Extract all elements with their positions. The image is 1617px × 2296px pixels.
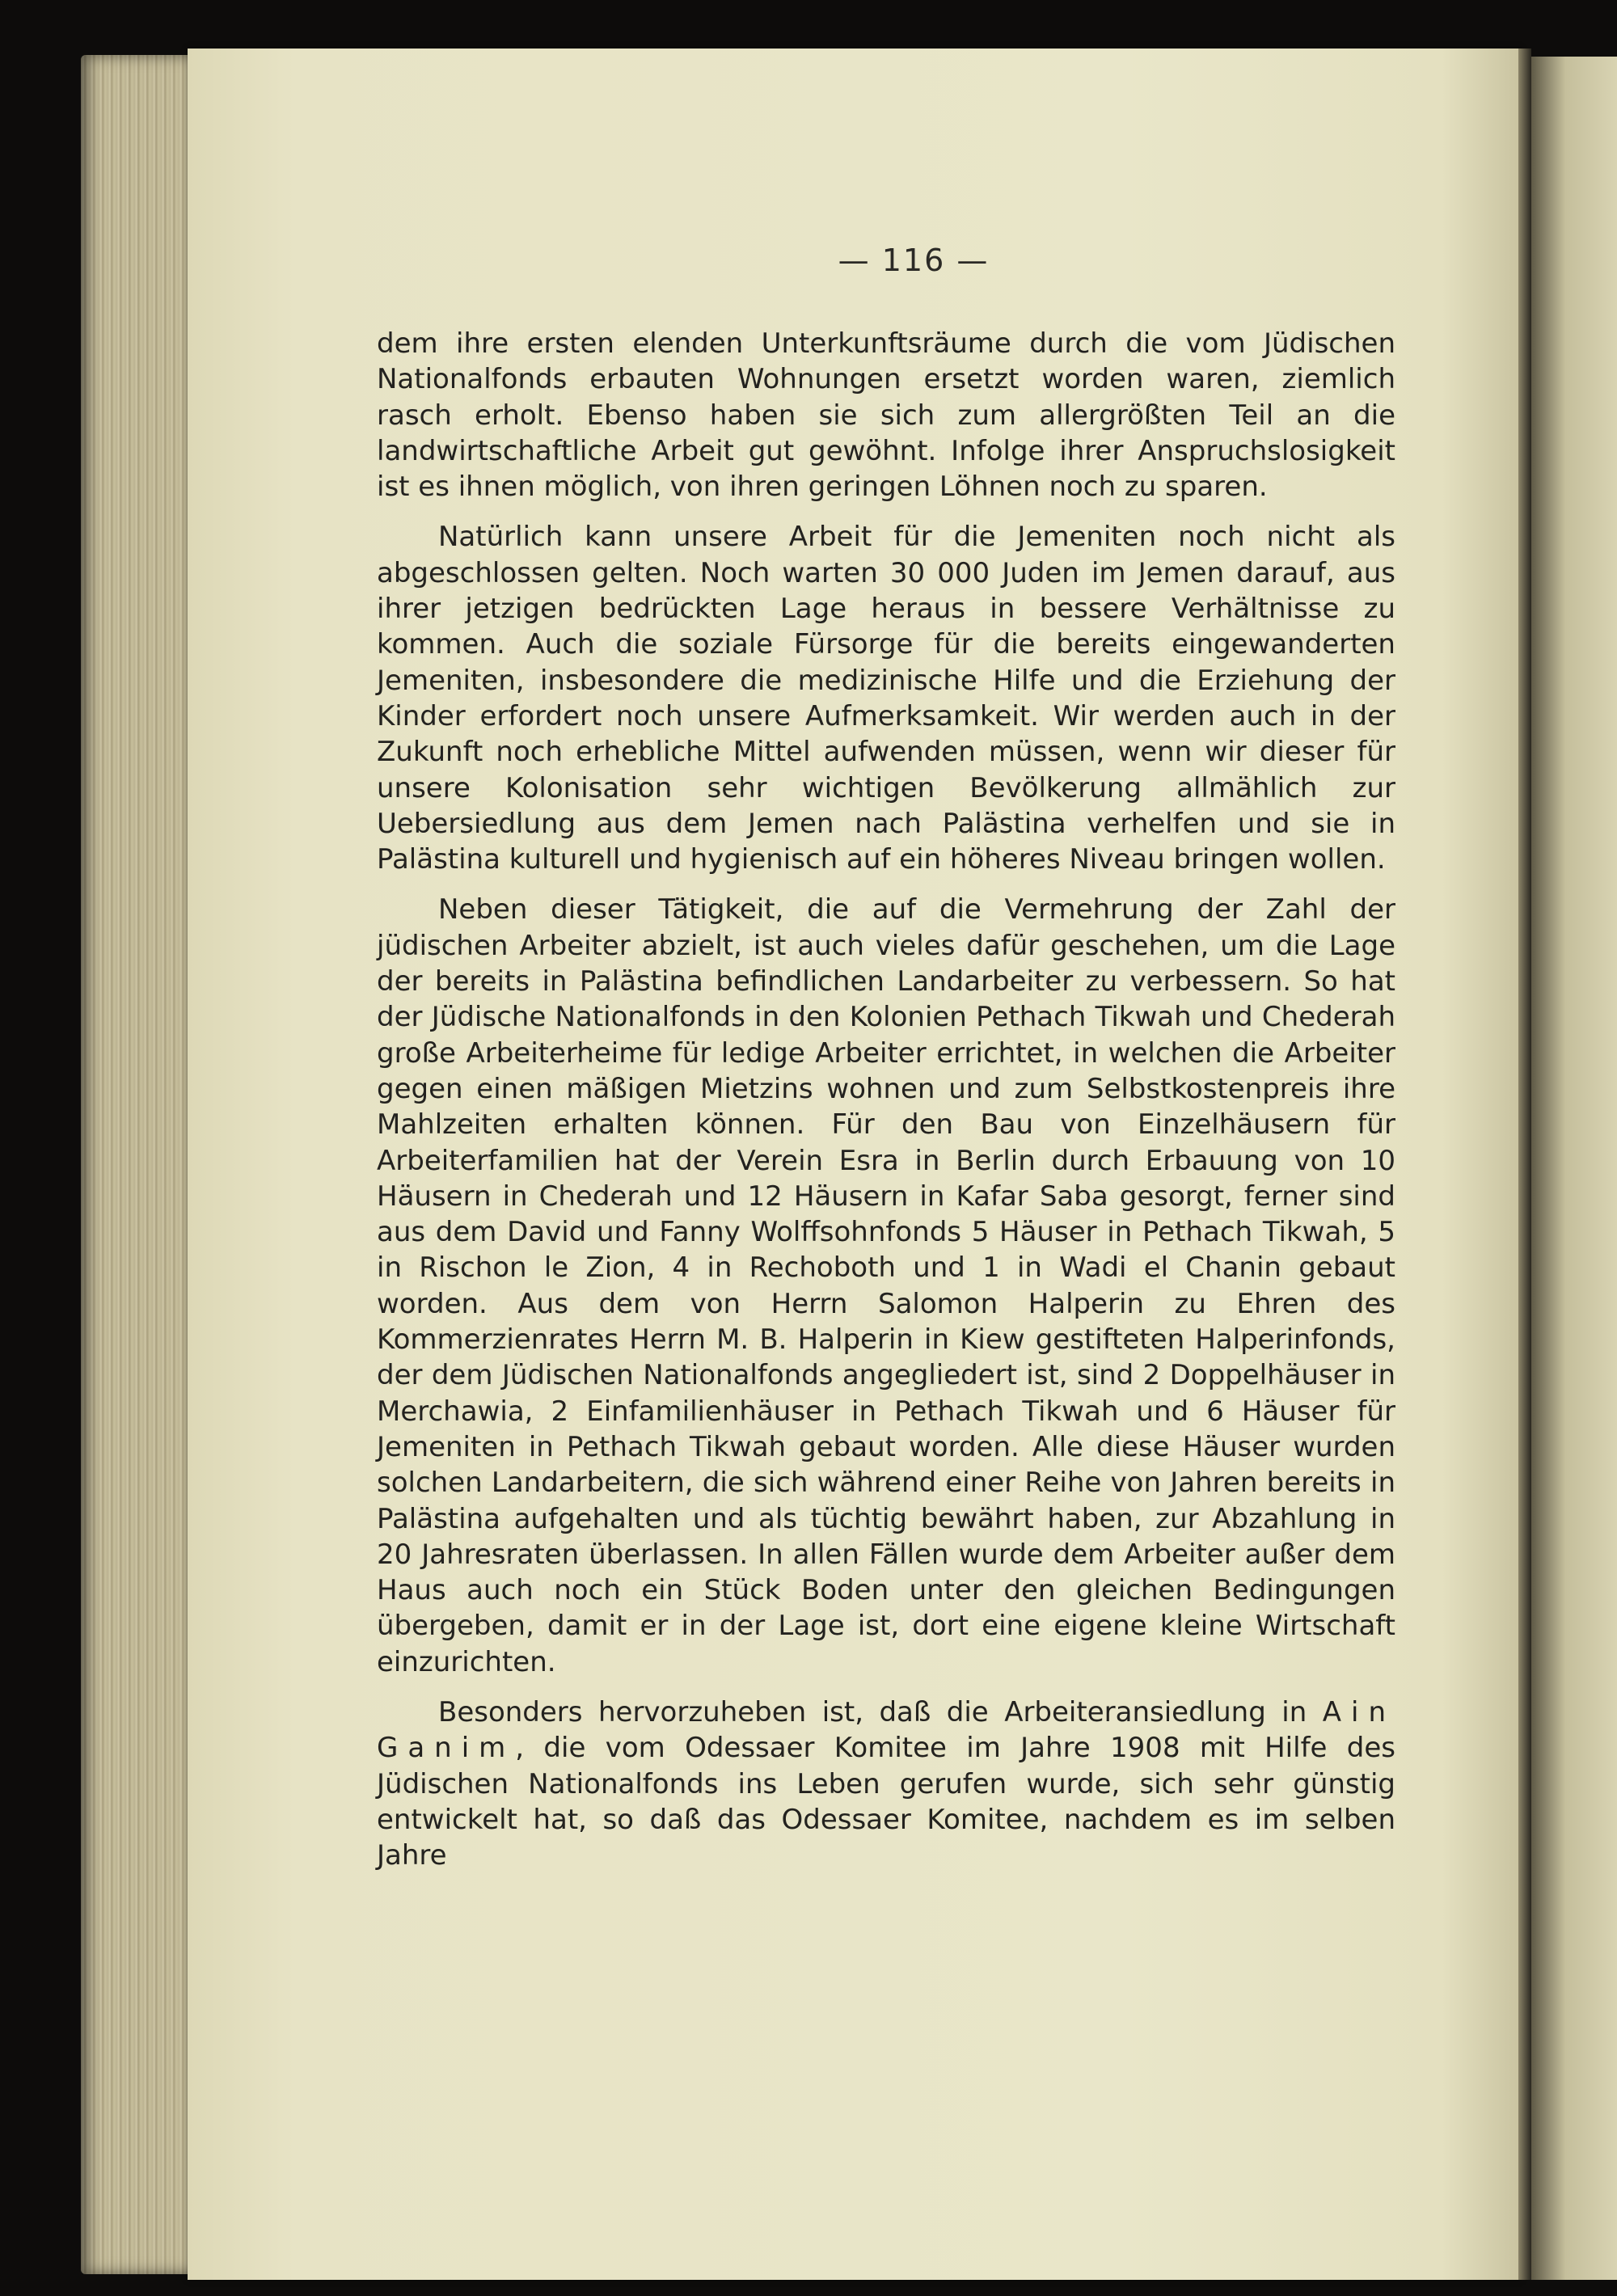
paragraph-2: Natürlich kann unsere Arbeit für die Jemeniten noch nicht als abgeschlossen gelten. Noch warten 30 000 Juden im Jemen darauf, aus ihrer jetzigen bedrückten Lage heraus in bessere Verhältnisse zu kommen. Auch die soziale Fürsorge für die bereits eingewanderten Jemeniten, insbesondere die medizinische Hilfe und die Erziehung der Kinder erfordert noch unsere Aufmerksamkeit. Wir werden auch in der Zukunft noch erhebliche Mittel aufwenden müssen, wenn wir dieser für unsere Kolonisation sehr wichtigen Bevölkerung allmählich zur Uebersiedlung aus dem Jemen nach Palästina verhelfen und sie in Palästina kulturell und hygienisch auf ein höheres Niveau bringen wollen. xyxy=(377,521,1395,876)
paragraph-4-end: , die vom Odessaer Komitee im Jahre 1908 mit Hilfe des Jüdischen Nationalfonds ins Leben gerufen wurde, sich sehr günstig entwickelt hat, so daß das Odessaer Komitee, nachdem es im selben Jahre xyxy=(377,1732,1395,1872)
paragraph-1: dem ihre ersten elenden Unterkunftsräume durch die vom Jüdischen Nationalfonds erbauten Wohnungen ersetzt worden waren, ziemlich rasch erholt. Ebenso haben sie sich zum allergrößten Teil an die landwirtschaftliche Arbeit gut gewöhnt. Infolge ihrer Anspruchslosigkeit ist es ihnen möglich, von ihren geringen Löhnen noch zu sparen. xyxy=(377,327,1395,504)
book-page-edges xyxy=(81,55,194,2274)
page-number: — 116 — xyxy=(838,243,990,278)
paragraph-4-start: Besonders hervorzuheben ist, daß die Arbeiteransiedlung in xyxy=(438,1695,1323,1728)
book-gutter xyxy=(1518,49,1531,2280)
paragraph-3: Neben dieser Tätigkeit, die auf die Vermehrung der Zahl der jüdischen Arbeiter abzielt, ist auch vieles dafür geschehen, um die Lage der bereits in Palästina befindlichen Landarbeiter zu verbessern. So hat der Jüdische Nationalfonds in den Kolonien Pethach Tikwah und Chederah große Arbeiterheime für ledige Arbeiter errichtet, in welchen die Arbeiter gegen einen mäßigen Mietzins wohnen und zum Selbstkostenpreis ihre Mahlzeiten erhalten können. Für den Bau von Einzelhäusern für Arbeiterfamilien hat der Verein Esra in Berlin durch Erbauung von 10 Häusern in Chederah und 12 Häusern in Kafar Saba gesorgt, ferner sind aus dem David und Fanny Wolffsohnfonds 5 Häuser in Pethach Tikwah, 5 in Rischon le Zion, 4 in Rechoboth und 1 in Wadi el Chanin gebaut worden. Aus dem von Herrn Salomon Halperin zu Ehren des Kommerzienrates Herrn M. B. Halperin in Kiew gestifteten Halperinfonds, der dem Jüdischen Nationalfonds angegliedert ist, sind 2 Doppelhäuser in Merchawia, 2 Einfamilienhäuser in Pethach Tikwah und 6 Häuser für Jemeniten in Pethach Tikwah gebaut worden. Alle diese Häuser wurden solchen Landarbeitern, die sich während einer Reihe von Jahren bereits in Palästina aufgehalten und als tüchtig bewährt haben, zur Abzahlung in 20 Jahresraten überlassen. In allen Fällen wurde dem Arbeiter außer dem Haus auch noch ein Stück Boden unter den gleichen Bedingungen übergeben, damit er in der Lage ist, dort eine eigene kleine Wirtschaft einzurichten. xyxy=(377,893,1395,1678)
paragraph-4 xyxy=(377,1695,1395,1873)
body-text xyxy=(377,326,1395,1888)
next-page-edge xyxy=(1531,57,1617,2280)
place-name-ain-ganim: Ain Ganim xyxy=(377,1695,1395,1765)
